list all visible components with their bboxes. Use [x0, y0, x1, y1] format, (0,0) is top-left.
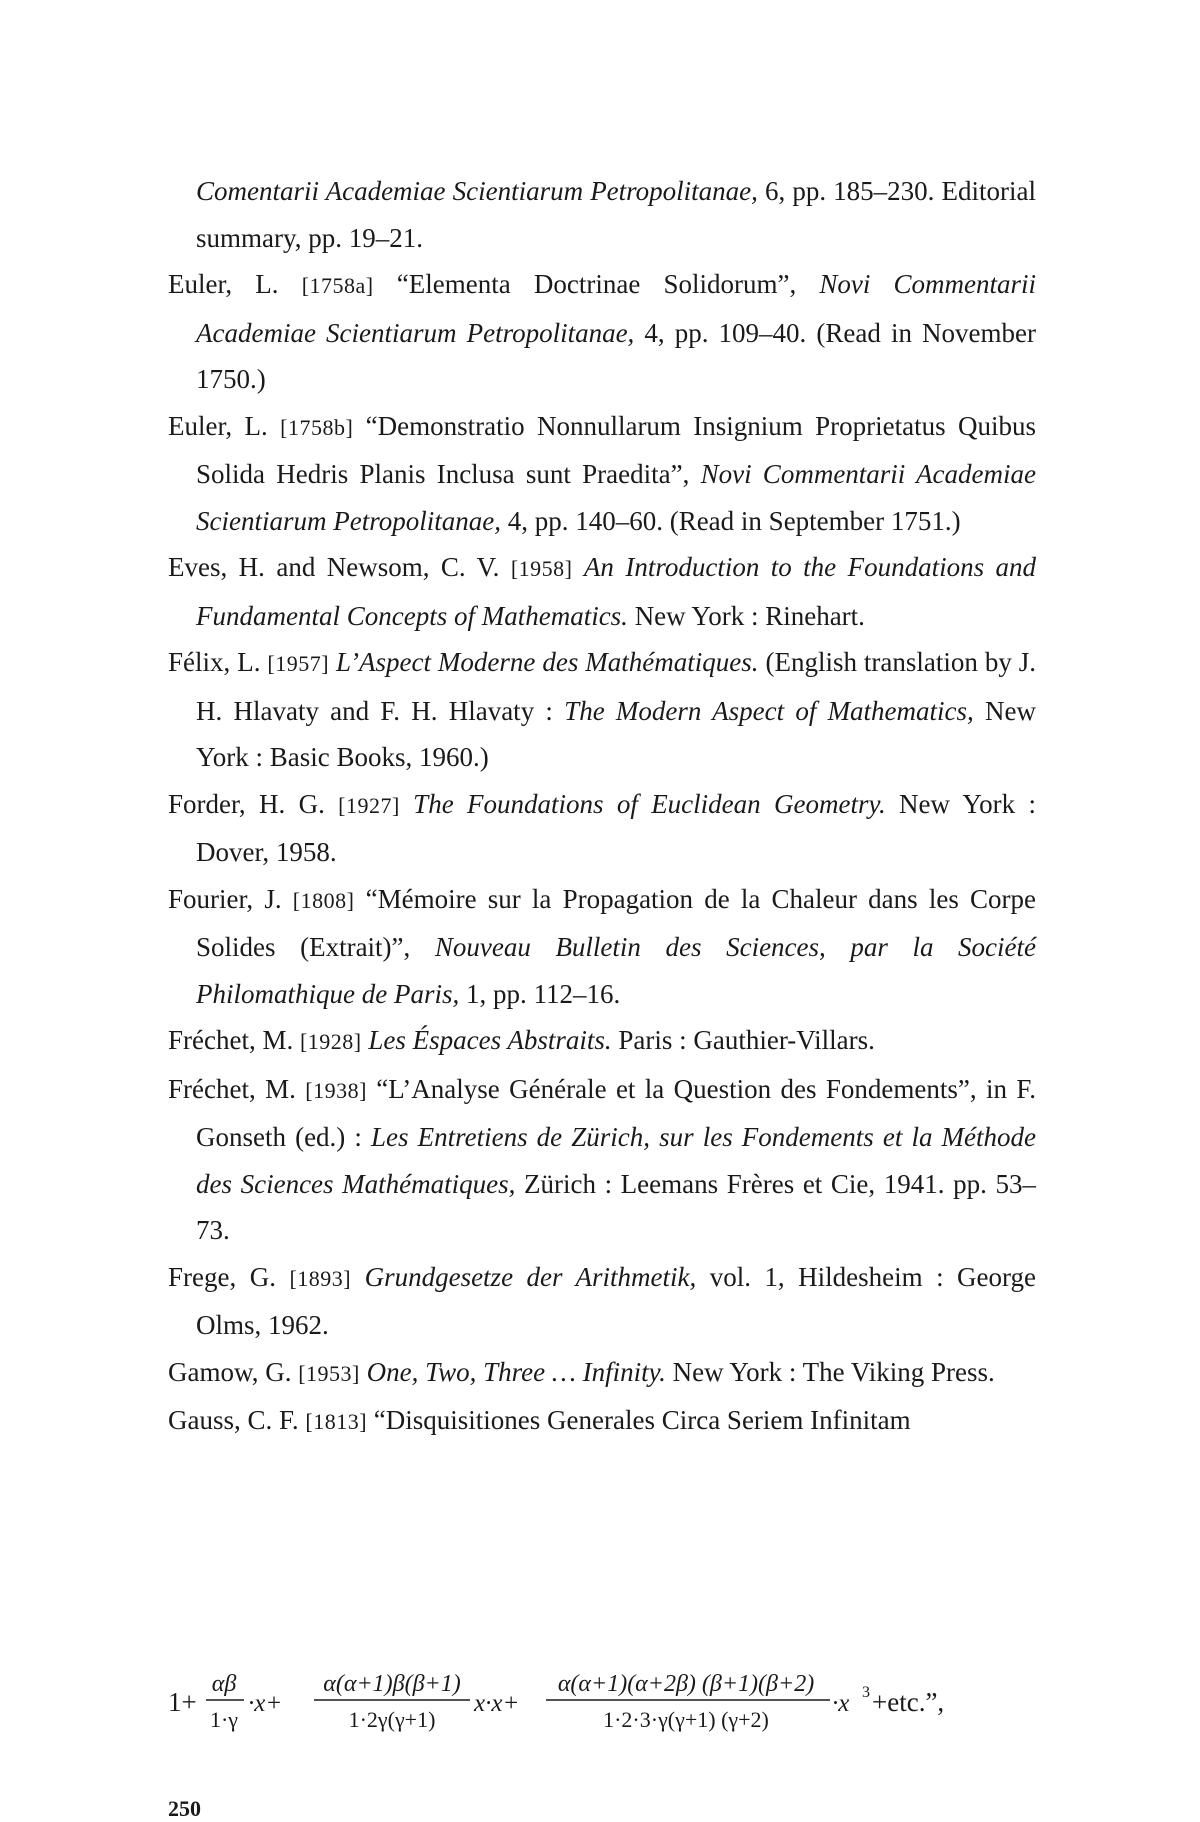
- entry-title: One, Two, Three … Infinity.: [366, 1356, 666, 1387]
- entry-details: (English translation by J. H. Hlavaty and F. H. Hlavaty :: [196, 647, 1037, 726]
- entry-article-title: “L’Analyse Générale et la Question des Fondements”, in F. Gonseth (ed.) :: [196, 1073, 1037, 1152]
- entry-details: New York : The Viking Press.: [665, 1356, 995, 1387]
- formula-end: +etc.”,: [872, 1687, 945, 1717]
- entry-author: Gauss, C. F.: [168, 1405, 299, 1435]
- entry-translation-details: New York : Basic Books, 1960.): [196, 695, 1037, 772]
- term3-exponent: 3: [862, 1684, 870, 1701]
- term1-denominator: 1·γ: [209, 1707, 239, 1732]
- entry-author: Fréchet, M.: [168, 1073, 296, 1104]
- bibliography-entry: [168, 1254, 1036, 1349]
- bibliography-list: [168, 168, 1036, 1446]
- entry-year: [1758b]: [280, 414, 354, 440]
- formula-svg: [168, 1655, 1036, 1745]
- entry-article-title: “Demonstratio Nonnullarum Insignium Proprietatus Quibus Solida Hedris Planis Inclusa sunt Praedita”,: [196, 410, 1037, 489]
- entry-details: 1, pp. 112–16.: [459, 978, 621, 1009]
- entry-details: 6, pp. 185–230. Editorial summary, pp. 19–21.: [196, 176, 1036, 253]
- entry-author: Félix, L.: [168, 647, 261, 677]
- term1-numerator: αβ: [211, 1671, 237, 1697]
- entry-article-title: “Disquisitiones Generales Circa Seriem Infinitam: [367, 1405, 911, 1435]
- entry-author: Euler, L.: [168, 410, 268, 441]
- bibliography-entry: [168, 1017, 1036, 1066]
- entry-article-title: “Elementa Doctrinae Solidorum”,: [373, 269, 820, 299]
- entry-title: An Introduction to the Foundations and Fundamental Concepts of Mathematics.: [196, 552, 1037, 631]
- entry-separator: [329, 647, 336, 677]
- entry-author: Gamow, G.: [168, 1356, 292, 1387]
- hypergeometric-series-formula: [168, 1655, 1036, 1745]
- entry-title: L’Aspect Moderne des Mathématiques.: [336, 647, 759, 677]
- formula-lead: 1+: [168, 1687, 197, 1717]
- entry-year: [1938]: [305, 1077, 367, 1103]
- bibliography-entry: [168, 403, 1036, 545]
- entry-translation-title: The Modern Aspect of Mathematics,: [564, 695, 974, 726]
- bibliography-entry: [168, 876, 1036, 1018]
- term3-numerator: α(α+1)(α+2β) (β+1)(β+2): [557, 1671, 815, 1697]
- entry-details: Paris : Gauthier-Villars.: [611, 1025, 875, 1055]
- entry-title: Les Éspaces Abstraits.: [368, 1025, 612, 1055]
- entry-title: Novi Commentarii Academiae Scientiarum Petropolitanae,: [196, 459, 1036, 536]
- entry-year: [1808]: [292, 887, 355, 913]
- page-number: 250: [168, 1796, 201, 1821]
- entry-author: Forder, H. G.: [168, 788, 325, 819]
- entry-title: Comentarii Academiae Scientiarum Petropolitanae,: [196, 176, 758, 206]
- bibliography-entry: [168, 544, 1036, 639]
- bibliography-entry: [168, 1349, 1036, 1398]
- entry-separator: [400, 789, 413, 819]
- entry-author: Fourier, J.: [168, 883, 282, 914]
- entry-year: [1958]: [510, 556, 573, 581]
- entry-details: New York : Rinehart.: [627, 600, 865, 631]
- bibliography-entry: [168, 639, 1036, 781]
- term1-tail: ·x+: [248, 1690, 283, 1717]
- term2-tail: x·x+: [474, 1690, 520, 1717]
- entry-year: [1957]: [267, 651, 330, 676]
- entry-year: [1953]: [298, 1360, 360, 1386]
- entry-author: Frege, G.: [168, 1261, 276, 1292]
- entry-year: [1927]: [338, 792, 400, 818]
- entry-author: Euler, L.: [168, 269, 279, 299]
- term3-tail: ·x: [832, 1690, 850, 1717]
- bibliography-entry: [168, 1397, 1036, 1446]
- bibliography-entry: [168, 168, 1036, 261]
- entry-details: 4, pp. 140–60. (Read in September 1751.): [500, 505, 961, 536]
- entry-year: [1813]: [305, 1409, 368, 1434]
- entry-separator: [351, 1262, 364, 1292]
- entry-separator: [572, 552, 583, 582]
- entry-article-title: “Mémoire sur la Propagation de la Chaleur dans les Corpe Solides (Extrait)”,: [196, 883, 1037, 962]
- term3-denominator: 1·2·3·γ(γ+1) (γ+2): [603, 1707, 769, 1732]
- entry-title: Les Entretiens de Zürich, sur les Fondements et la Méthode des Sciences Mathématiques,: [196, 1122, 1036, 1199]
- entry-details: New York : Dover, 1958.: [196, 788, 1037, 867]
- term2-numerator: α(α+1)β(β+1): [323, 1671, 461, 1697]
- entry-title: Nouveau Bulletin des Sciences, par la Société Philomathique de Paris,: [196, 932, 1036, 1009]
- entry-details: vol. 1, Hildesheim : George Olms, 1962.: [196, 1261, 1037, 1340]
- bibliography-entry: [168, 781, 1036, 876]
- entry-year: [1928]: [299, 1029, 362, 1054]
- entry-author: Fréchet, M.: [168, 1025, 294, 1055]
- entry-title: Novi Commentarii Academiae Scientiarum Petropolitanae,: [196, 269, 1037, 348]
- bibliography-entry: [168, 1066, 1036, 1254]
- entry-details: 4, pp. 109–40. (Read in November 1750.): [196, 317, 1036, 394]
- entry-separator: [360, 1357, 367, 1387]
- entry-details: Zürich : Leemans Frères et Cie, 1941. pp. 53–73.: [196, 1168, 1036, 1245]
- entry-year: [1893]: [289, 1265, 352, 1291]
- entry-year: [1758a]: [301, 273, 374, 298]
- entry-title: The Foundations of Euclidean Geometry.: [413, 788, 886, 819]
- term2-denominator: 1·2γ(γ+1): [348, 1707, 436, 1732]
- bibliography-entry: [168, 261, 1036, 403]
- entry-title: Grundgesetze der Arithmetik,: [364, 1261, 697, 1292]
- entry-author: Eves, H. and Newsom, C. V.: [168, 552, 500, 582]
